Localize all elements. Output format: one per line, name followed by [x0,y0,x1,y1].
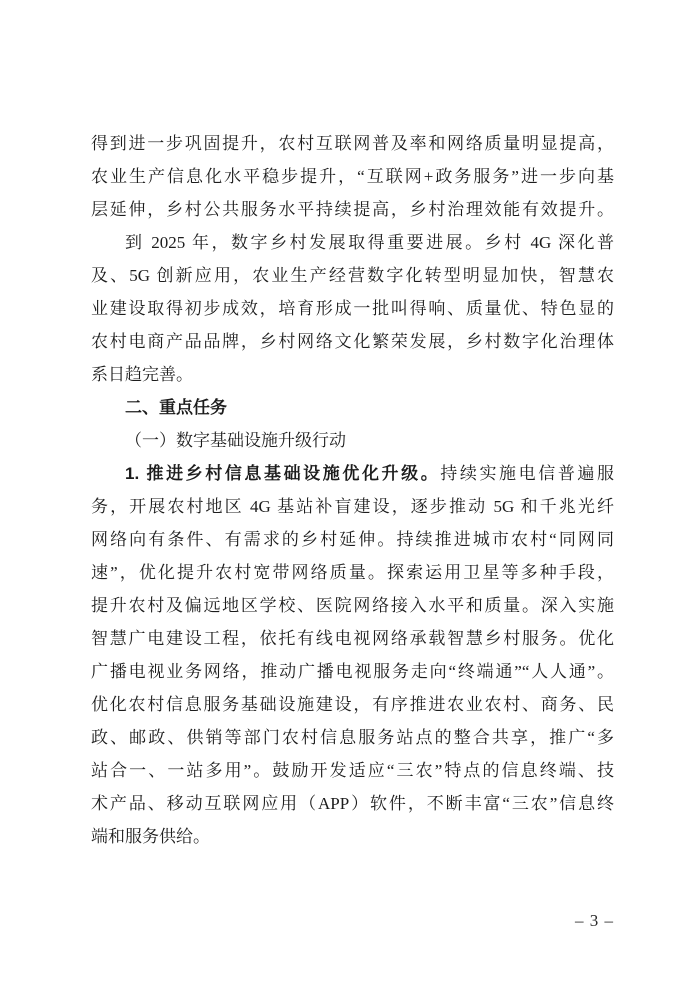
text-line: 层延伸，乡村公共服务水平持续提高，乡村治理效能有效提升。 [91,200,614,219]
text-line: 端和服务供给。 [91,827,210,846]
text-line: 术产品、移动互联网应用（APP）软件，不断丰富“三农”信息终 [91,794,614,813]
text-line: 广播电视业务网络，推动广播电视服务走向“终端通”“人人通”。 [91,662,614,681]
item-1-lead-rest: 持续实施电信普遍服 [440,464,614,483]
text-line: 到 2025 年，数字乡村发展取得重要进展。乡村 4G 深化普 [125,233,614,252]
item-1-first-line [91,457,614,490]
text-line: 及、5G 创新应用，农业生产经营数字化转型明显加快，智慧农 [91,266,614,285]
text-line: 农村电商产品品牌，乡村网络文化繁荣发展，乡村数字化治理体 [91,332,614,351]
text-line: 农业生产信息化水平稳步提升，“互联网+政务服务”进一步向基 [91,167,614,186]
text-line: 务，开展农村地区 4G 基站补盲建设，逐步推动 5G 和千兆光纤 [91,497,614,516]
text-line: 政、邮政、供销等部门农村信息服务站点的整合共享，推广“多 [91,728,614,747]
text-line: 系日趋完善。 [91,365,193,384]
text-line: 站合一、一站多用”。鼓励开发适应“三农”特点的信息终端、技 [91,761,614,780]
page-number: – 3 – [575,911,614,930]
text-line: 速”，优化提升农村宽带网络质量。探索运用卫星等多种手段， [91,563,614,582]
text-line: 业建设取得初步成效，培育形成一批叫得响、质量优、特色显的 [91,299,614,318]
document-body [91,127,614,853]
text-line: 提升农村及偏远地区学校、医院网络接入水平和质量。深入实施 [91,596,614,615]
text-line: 优化农村信息服务基础设施建设，有序推进农业农村、商务、民 [91,695,614,714]
text-line: 网络向有条件、有需求的乡村延伸。持续推进城市农村“同网同 [91,530,614,549]
text-line: 智慧广电建设工程，依托有线电视网络承载智慧乡村服务。优化 [91,629,614,648]
text-line: 得到进一步巩固提升，农村互联网普及率和网络质量明显提高， [91,134,614,153]
section-heading: 二、重点任务 [125,398,227,417]
item-1-lead-bold: 1. 推进乡村信息基础设施优化升级。 [125,464,441,483]
subsection-heading: （一）数字基础设施升级行动 [125,431,346,450]
